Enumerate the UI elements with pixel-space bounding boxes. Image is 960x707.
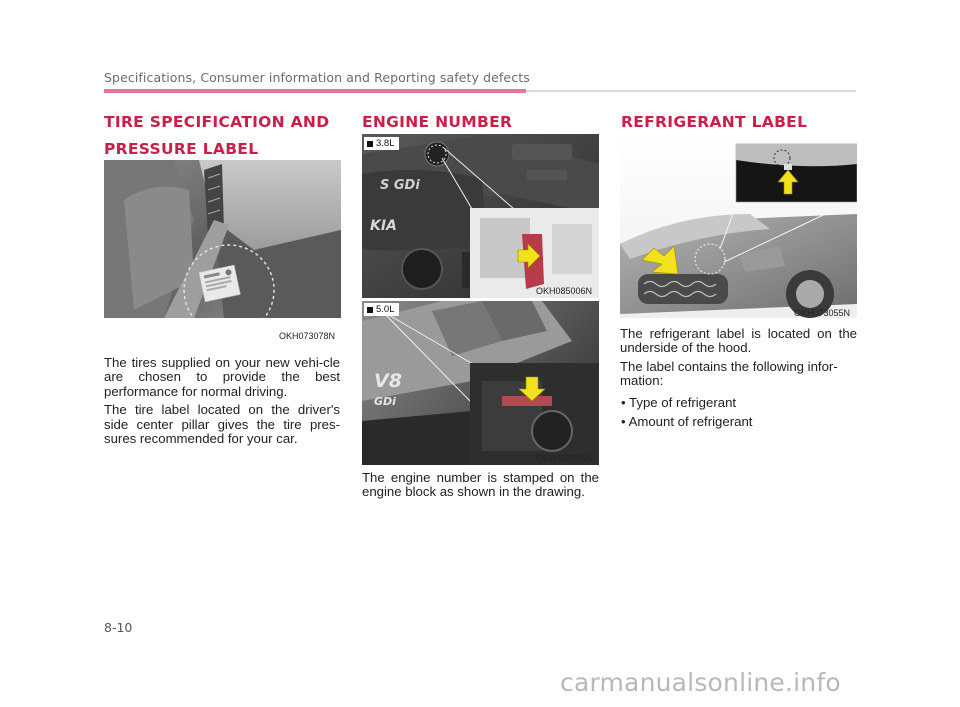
engine-3-8l-figure (362, 134, 599, 298)
tire-description (104, 356, 340, 450)
refrigerant-paragraph-1: The refrigerant label is located on the underside of the hood. (620, 326, 857, 356)
tire-section-title (104, 110, 329, 161)
engine-5-0l-tag-label: 5.0L (376, 304, 395, 315)
tire-title-line1: TIRE SPECIFICATION AND (104, 113, 330, 131)
refrigerant-label-figure (620, 134, 857, 318)
engine-3-8l-tag (364, 137, 399, 150)
refrigerant-paragraph-2: The label contains the following infor-mation: (620, 358, 838, 389)
svg-text:V8: V8 (374, 370, 402, 392)
tire-title-line2: PRESSURE LABEL (104, 140, 259, 158)
engine-5-0l-figure-code: OKH083005N (536, 453, 593, 463)
svg-text:KIA: KIA (370, 218, 397, 234)
section-header: Specifications, Consumer information and Reporting safety defects (104, 70, 530, 85)
engine-section-title: ENGINE NUMBER (362, 113, 513, 131)
bullet-text: Amount of refrigerant (628, 414, 753, 430)
svg-text:GDi: GDi (374, 395, 396, 408)
tire-paragraph-1: The tires supplied on your new vehi-cle are chosen to provide the best performance for normal driving. (104, 355, 340, 399)
header-divider (526, 90, 856, 92)
square-bullet-icon (367, 307, 373, 313)
engine-paragraph: The engine number is stamped on the engine block as shown in the drawing. (362, 470, 599, 500)
refrigerant-figure-code: OKH073055N (794, 308, 851, 318)
engine-description (362, 471, 599, 504)
tire-figure-code: OKH073078N (279, 331, 336, 341)
page-number: 8-10 (104, 620, 133, 635)
bullet-item: • Type of refrigerant (621, 395, 737, 410)
tire-paragraph-2: The tire label located on the driver's side center pillar gives the tire pres-sures recommended for your car. (104, 402, 340, 447)
engine-3-8l-figure-code: OKH085006N (536, 286, 593, 296)
engine-3-8l-tag-label: 3.8L (376, 138, 395, 149)
bullet-text: Type of refrigerant (629, 395, 737, 410)
watermark: carmanualsonline.info (560, 668, 841, 697)
bullet-item: • Amount of refrigerant (621, 414, 753, 430)
refrigerant-description (620, 327, 857, 393)
engine-5-0l-figure (362, 301, 599, 465)
tire-label-figure (104, 160, 341, 318)
engine-5-0l-tag (364, 303, 399, 316)
square-bullet-icon (367, 141, 373, 147)
svg-text:S GDi: S GDi (380, 178, 420, 193)
header-accent-bar (104, 89, 526, 93)
refrigerant-section-title: REFRIGERANT LABEL (621, 113, 808, 131)
refrigerant-bullet-list (621, 396, 752, 430)
